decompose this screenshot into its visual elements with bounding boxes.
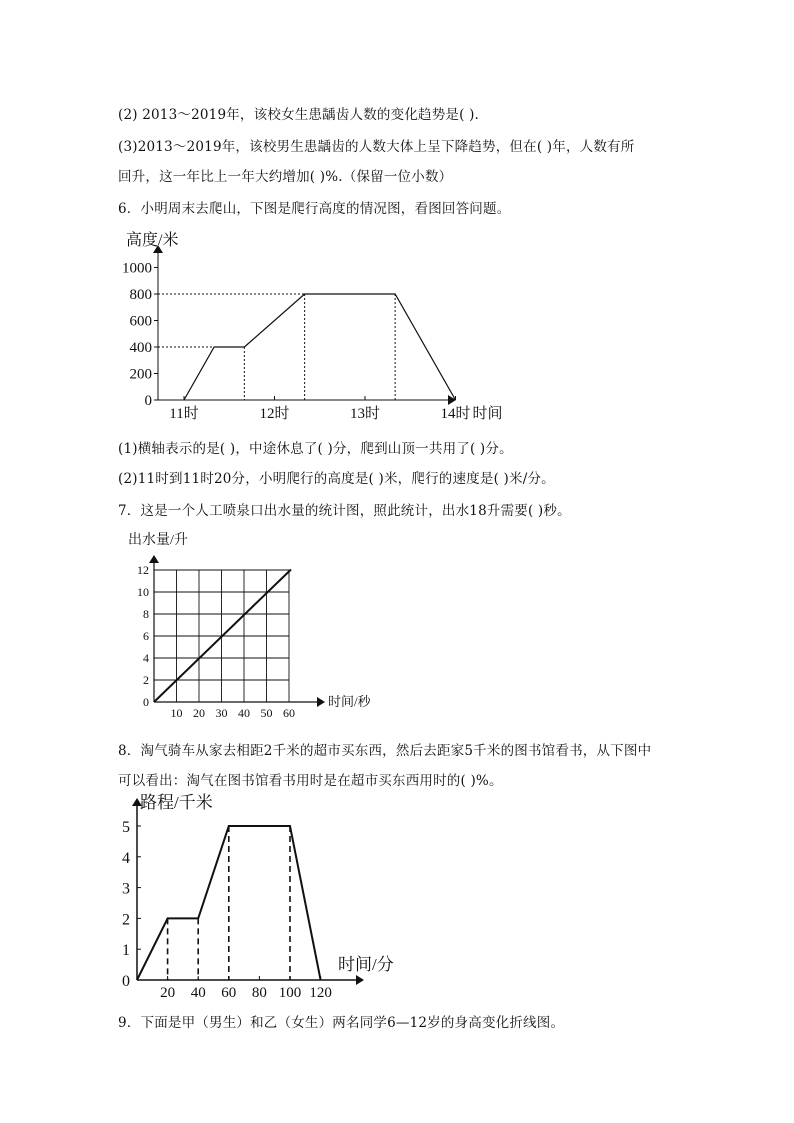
x-tick-label: 120 — [309, 985, 332, 1001]
y-tick-label: 5 — [122, 819, 130, 836]
x-tick-label: 100 — [278, 985, 302, 1001]
x-tick-label: 13时 — [349, 406, 381, 422]
y-tick-label: 3 — [122, 880, 130, 898]
fountain-water-chart — [120, 525, 400, 725]
y-tick-label: 200 — [129, 366, 152, 383]
y-axis-arrow — [149, 555, 159, 563]
q5-3-text-line1: (3)2013～2019年，该校男生患龋齿的人数大体上呈下降趋势，但在( )年，人数有所 — [118, 139, 635, 155]
x-axis-arrow — [356, 975, 364, 985]
x-tick-label: 20 — [193, 706, 205, 720]
x-tick-label: 11时 — [169, 406, 199, 422]
y-tick-label: 0 — [144, 393, 152, 409]
climb-height-chart — [100, 225, 520, 425]
x-tick-label: 80 — [251, 985, 267, 1001]
y-tick-label: 4 — [143, 651, 149, 665]
x-axis-label: 时间 — [472, 406, 503, 422]
y-tick-label: 0 — [122, 973, 130, 990]
y-tick-label: 1 — [122, 942, 130, 960]
x-tick-label: 14时 — [440, 406, 471, 422]
q6-1-text: (1)横轴表示的是( )，中途休息了( )分，爬到山顶一共用了( )分。 — [118, 441, 513, 457]
q8-text-line1: 8．淘气骑车从家去相距2千米的超市买东西，然后去距家5千米的图书馆看书，从下图中 — [118, 743, 652, 759]
bike-distance-chart — [110, 790, 410, 1005]
y-tick-label: 2 — [143, 673, 149, 687]
x-tick-label: 40 — [238, 706, 250, 720]
y-tick-label: 600 — [129, 313, 152, 330]
q9-text: 9．下面是甲（男生）和乙（女生）两名同学6—12岁的身高变化折线图。 — [118, 1015, 565, 1031]
x-tick-label: 50 — [260, 706, 273, 720]
q6-text: 6．小明周末去爬山，下图是爬行高度的情况图，看图回答问题。 — [118, 201, 511, 217]
x-axis-arrow — [317, 697, 325, 707]
q6-2-text: (2)11时到11时20分，小明爬行的高度是( )米，爬行的速度是( )米/分。 — [118, 471, 555, 487]
x-tick-label: 10 — [170, 706, 183, 720]
y-axis-label: 路程/千米 — [140, 793, 213, 812]
x-tick-label: 12时 — [259, 406, 290, 422]
y-tick-label: 1000 — [122, 260, 152, 277]
y-tick-label: 400 — [129, 340, 152, 356]
x-tick-label: 40 — [190, 985, 206, 1001]
q5-2-text: (2) 2013～2019年，该校女生患龋齿人数的变化趋势是( ). — [118, 107, 480, 123]
x-axis-label: 时间/秒 — [328, 694, 371, 709]
x-axis-label: 时间/分 — [338, 955, 394, 974]
x-tick-label: 60 — [221, 985, 237, 1001]
y-tick-label: 8 — [143, 607, 149, 621]
x-tick-label: 60 — [283, 706, 295, 720]
q7-text: 7．这是一个人工喷泉口出水量的统计图，照此统计，出水18升需要( )秒。 — [118, 503, 571, 519]
y-axis-label: 高度/米 — [126, 232, 179, 249]
q8-text-line2: 可以看出：淘气在图书馆看书用时是在超市买东西用时的( )%。 — [118, 773, 503, 789]
height-series-line — [184, 294, 456, 400]
y-tick-label: 2 — [122, 911, 130, 929]
y-tick-label: 0 — [143, 695, 149, 709]
y-axis-label: 出水量/升 — [128, 533, 188, 548]
x-tick-label: 30 — [215, 706, 228, 720]
y-tick-label: 800 — [129, 287, 152, 303]
y-tick-label: 12 — [137, 563, 149, 577]
y-tick-label: 4 — [122, 849, 130, 867]
x-axis-arrow — [448, 395, 456, 405]
q5-3-text-line2: 回升，这一年比上一年大约增加( )%.（保留一位小数） — [118, 169, 453, 185]
y-tick-label: 10 — [137, 585, 149, 599]
x-tick-label: 20 — [160, 985, 176, 1001]
y-tick-label: 6 — [143, 629, 149, 643]
